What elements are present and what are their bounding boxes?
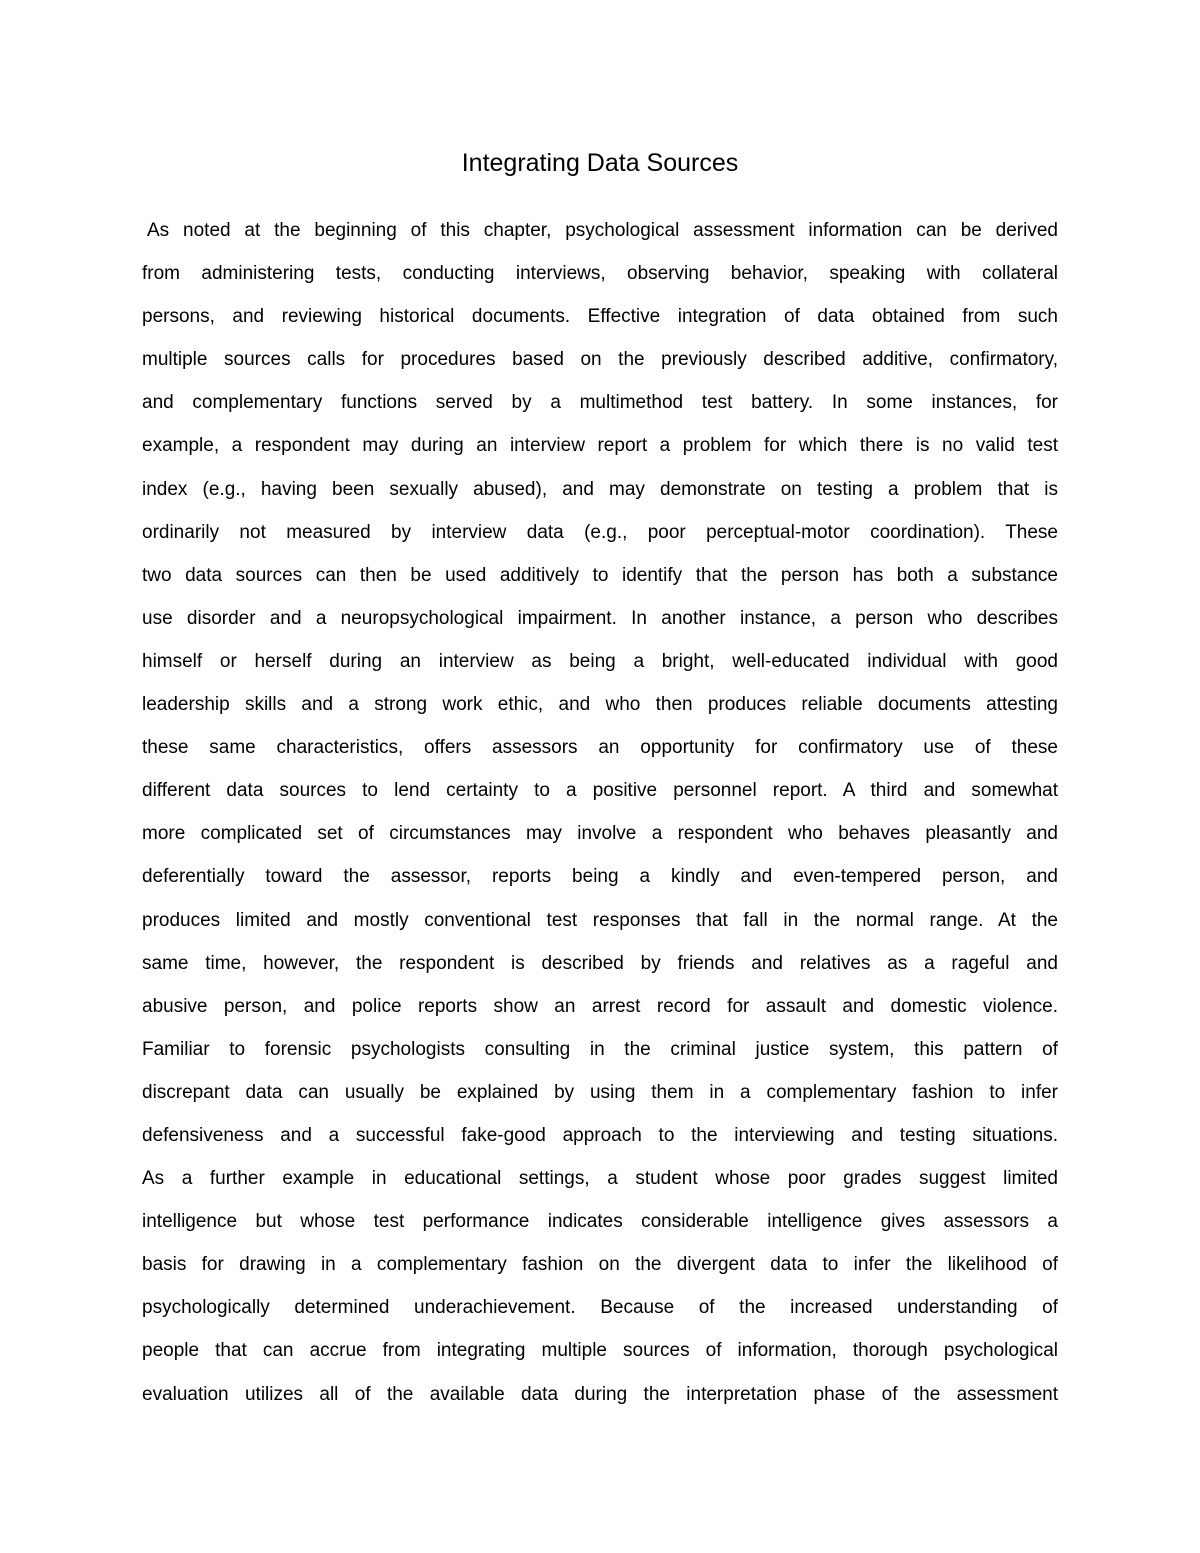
paragraph-line: index (e.g., having been sexually abused), and may demonstrate on testing a problem that is [142, 478, 1058, 500]
paragraph-line: two data sources can then be used additively to identify that the person has both a substance [142, 564, 1058, 586]
paragraph-line: and complementary functions served by a multimethod test battery. In some instances, for [142, 392, 1058, 414]
paragraph-line: basis for drawing in a complementary fashion on the divergent data to infer the likelihood of [142, 1254, 1058, 1276]
paragraph-line: more complicated set of circumstances may involve a respondent who behaves pleasantly and [142, 823, 1058, 845]
paragraph-line: use disorder and a neuropsychological impairment. In another instance, a person who describes [142, 607, 1058, 629]
paragraph-line: people that can accrue from integrating multiple sources of information, thorough psychological [142, 1340, 1058, 1362]
paragraph-line: from administering tests, conducting interviews, observing behavior, speaking with collateral [142, 263, 1058, 285]
paragraph-line: As a further example in educational settings, a student whose poor grades suggest limited [142, 1168, 1058, 1190]
paragraph-line: abusive person, and police reports show an arrest record for assault and domestic violence. [142, 995, 1058, 1017]
paragraph-line: Familiar to forensic psychologists consulting in the criminal justice system, this pattern of [142, 1038, 1058, 1060]
paragraph-line: discrepant data can usually be explained by using them in a complementary fashion to infer [142, 1081, 1058, 1103]
paragraph-line: same time, however, the respondent is described by friends and relatives as a rageful and [142, 952, 1058, 974]
paragraph-line: evaluation utilizes all of the available data during the interpretation phase of the assessment [142, 1383, 1058, 1405]
paragraph-line: different data sources to lend certainty to a positive personnel report. A third and somewhat [142, 780, 1058, 802]
paragraph-line: these same characteristics, offers assessors an opportunity for confirmatory use of these [142, 737, 1058, 759]
paragraph-line: intelligence but whose test performance indicates considerable intelligence gives assessors a [142, 1211, 1058, 1233]
paragraph-line: defensiveness and a successful fake-good approach to the interviewing and testing situations. [142, 1124, 1058, 1146]
paragraph-line: deferentially toward the assessor, reports being a kindly and even-tempered person, and [142, 866, 1058, 888]
paragraph-line: psychologically determined underachievement. Because of the increased understanding of [142, 1297, 1058, 1319]
paragraph-line: leadership skills and a strong work ethic, and who then produces reliable documents attesting [142, 694, 1058, 716]
paragraph-line: As noted at the beginning of this chapter, psychological assessment information can be derived [147, 220, 1058, 241]
paragraph-line: example, a respondent may during an interview report a problem for which there is no valid test [142, 435, 1058, 457]
paragraph-line: persons, and reviewing historical documents. Effective integration of data obtained from such [142, 306, 1058, 328]
paragraph-line: multiple sources calls for procedures based on the previously described additive, confirmatory, [142, 349, 1058, 371]
paragraph-line: ordinarily not measured by interview data (e.g., poor perceptual-motor coordination). These [142, 521, 1058, 543]
paragraph-line: produces limited and mostly conventional test responses that fall in the normal range. At the [142, 909, 1058, 931]
paragraph-line: himself or herself during an interview as being a bright, well-educated individual with good [142, 650, 1058, 672]
body-paragraph [142, 209, 1058, 1416]
page-title: Integrating Data Sources [461, 149, 739, 177]
